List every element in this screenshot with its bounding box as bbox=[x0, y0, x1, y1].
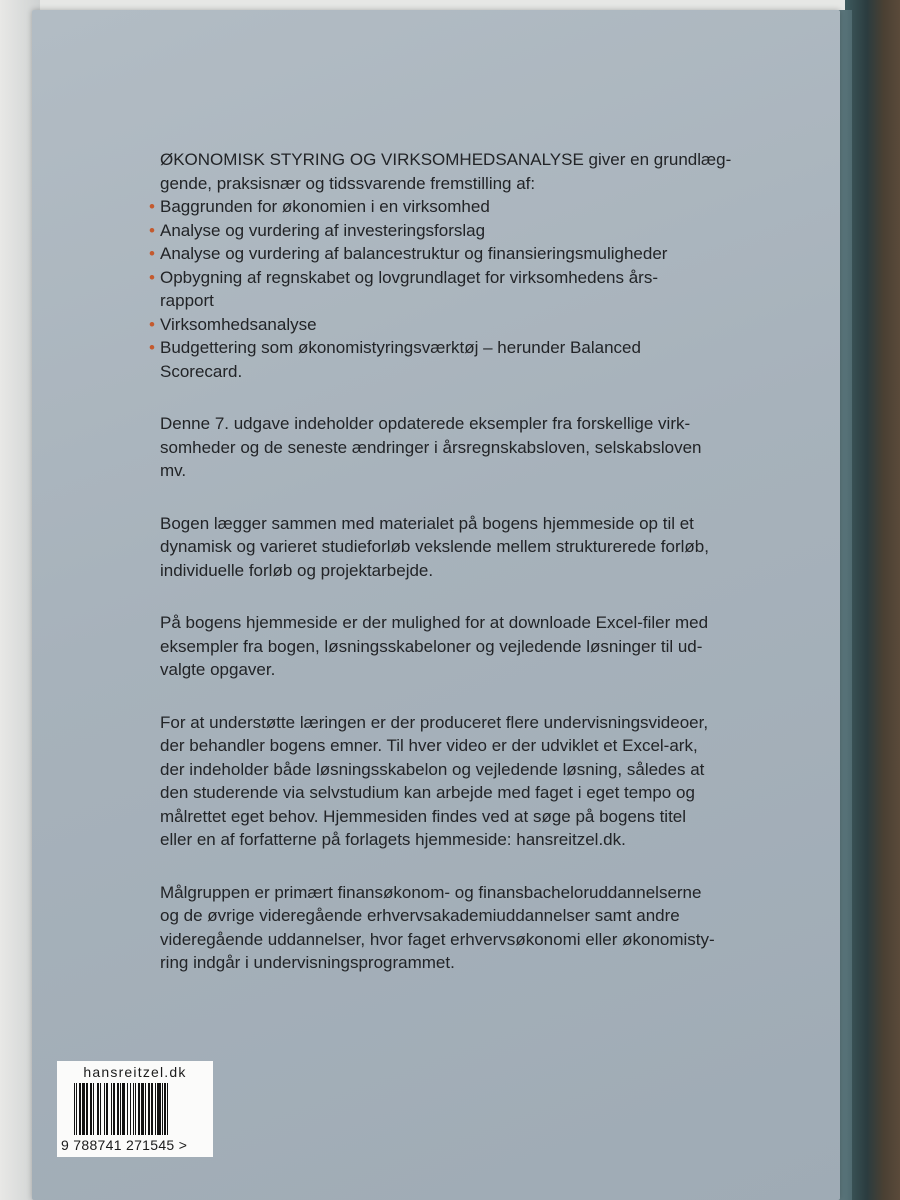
feature-line: rapport bbox=[160, 291, 214, 310]
bullet-icon: • bbox=[149, 197, 155, 216]
feature-line: Analyse og vurdering af investeringsforslag bbox=[160, 220, 486, 240]
bullet-icon: • bbox=[149, 220, 155, 240]
bullet-icon: • bbox=[149, 338, 155, 357]
feature-line: Virksomhedsanalyse bbox=[160, 314, 317, 334]
paragraph-line: dynamisk og varieret studieforløb vekslende mellem strukturerede forløb, bbox=[160, 537, 709, 556]
feature-line: Baggrunden for økonomien i en virksomhed bbox=[160, 197, 490, 216]
study-paragraph bbox=[160, 512, 720, 583]
barcode-stripe bbox=[168, 1083, 169, 1135]
intro-line: gende, praksisnær og tidssvarende fremstilling af: bbox=[160, 173, 536, 193]
back-cover-text bbox=[149, 148, 732, 1004]
paragraph-line: videregående uddannelser, hvor faget erhvervsøkonomi eller økonomisty- bbox=[160, 929, 715, 949]
paragraph-line: målrettet eget behov. Hjemmesiden findes ved at søge på bogens titel bbox=[160, 806, 687, 826]
paragraph-line: der behandler bogens emner. Til hver video er der udviklet et Excel-ark, bbox=[160, 736, 698, 755]
edition-paragraph bbox=[160, 412, 720, 483]
intro-paragraph bbox=[160, 148, 732, 195]
barcode-label bbox=[57, 1061, 213, 1157]
paragraph-line: Bogen lægger sammen med materialet på bogens hjemmeside op til et bbox=[160, 513, 694, 533]
paragraph-line: Denne 7. udgave indeholder opdaterede eksempler fra forskellige virk- bbox=[160, 414, 691, 433]
feature-line: Budgettering som økonomistyringsværktøj – herunder Balanced bbox=[160, 338, 641, 357]
feature-item bbox=[149, 195, 720, 219]
feature-item bbox=[149, 336, 720, 383]
audience-paragraph bbox=[160, 881, 720, 975]
paragraph-line: individuelle forløb og projektarbejde. bbox=[160, 560, 434, 580]
isbn-number: 9 788741 271545 > bbox=[61, 1137, 188, 1153]
background-right-surface bbox=[845, 0, 900, 1200]
paragraph-line: der indeholder både løsningsskabelon og vejledende løsning, således at bbox=[160, 759, 705, 779]
paragraph-line: den studerende via selvstudium kan arbejde med faget i eget tempo og bbox=[160, 783, 695, 802]
feature-item bbox=[149, 219, 720, 243]
feature-line: Analyse og vurdering af balancestruktur og finansieringsmuligheder bbox=[160, 244, 668, 263]
bullet-icon: • bbox=[149, 267, 155, 287]
paragraph-line: og de øvrige videregående erhvervsakademiuddannelser samt andre bbox=[160, 906, 680, 925]
paragraph-line: ring indgår i undervisningsprogrammet. bbox=[160, 953, 455, 972]
paragraph-line: eller en af forfatterne på forlagets hjemmeside: hansreitzel.dk. bbox=[160, 830, 626, 849]
feature-item bbox=[149, 242, 720, 266]
paragraph-line: For at understøtte læringen er der produceret flere undervisningsvideoer, bbox=[160, 712, 709, 732]
video-paragraph bbox=[160, 711, 720, 852]
website-paragraph bbox=[160, 611, 720, 682]
feature-list bbox=[149, 195, 720, 383]
feature-line: Opbygning af regnskabet og lovgrundlaget for virksomhedens års- bbox=[160, 267, 659, 287]
paragraph-line: Målgruppen er primært finansøkonom- og finansbacheloruddannelserne bbox=[160, 882, 702, 902]
bullet-icon: • bbox=[149, 314, 155, 334]
barcode-icon bbox=[74, 1083, 206, 1135]
publisher-url: hansreitzel.dk bbox=[83, 1064, 187, 1080]
paragraph-line: eksempler fra bogen, løsningsskabeloner og vejledende løsninger til ud- bbox=[160, 636, 703, 656]
bullet-icon: • bbox=[149, 244, 155, 263]
paragraph-line: somheder og de seneste ændringer i årsregnskabsloven, selskabsloven bbox=[160, 437, 702, 457]
intro-line: ØKONOMISK STYRING OG VIRKSOMHEDSANALYSE giver en grundlæg- bbox=[160, 150, 732, 169]
paragraph-line: valgte opgaver. bbox=[160, 660, 276, 679]
feature-item bbox=[149, 313, 720, 337]
paragraph-line: mv. bbox=[160, 461, 187, 480]
feature-line: Scorecard. bbox=[160, 361, 243, 381]
paragraph-line: På bogens hjemmeside er der mulighed for at downloade Excel-filer med bbox=[160, 613, 709, 632]
feature-item bbox=[149, 266, 720, 313]
